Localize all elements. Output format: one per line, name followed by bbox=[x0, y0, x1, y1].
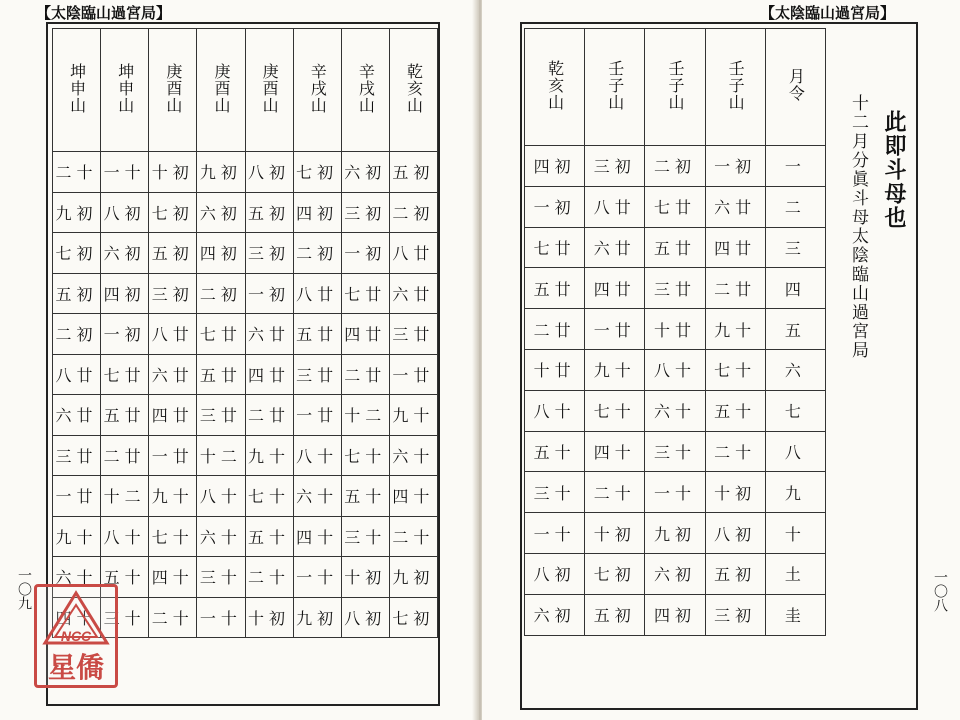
table-cell: 一初 bbox=[525, 186, 585, 227]
table-cell: 八廿 bbox=[389, 233, 437, 274]
table-cell: 六廿 bbox=[585, 227, 645, 268]
table-cell: 四廿 bbox=[245, 354, 293, 395]
table-cell: 九十 bbox=[585, 349, 645, 390]
table-cell: 九十 bbox=[149, 476, 197, 517]
table-cell: 四廿 bbox=[585, 268, 645, 309]
table-cell: 二廿 bbox=[341, 354, 389, 395]
table-cell: 七廿 bbox=[525, 227, 585, 268]
table-cell: 八初 bbox=[525, 553, 585, 594]
right-data-table bbox=[524, 28, 826, 636]
right-page bbox=[482, 0, 960, 720]
table-cell: 二初 bbox=[197, 273, 245, 314]
table-cell: 五初 bbox=[389, 152, 437, 193]
table-cell: 一十 bbox=[293, 557, 341, 598]
table-cell: 五廿 bbox=[645, 227, 705, 268]
table-cell: 一廿 bbox=[149, 435, 197, 476]
table-row bbox=[525, 227, 826, 268]
table-cell: 四十 bbox=[293, 516, 341, 557]
column-header-cell bbox=[341, 29, 389, 152]
table-cell: 三初 bbox=[585, 146, 645, 187]
table-cell: 八十 bbox=[645, 349, 705, 390]
mountain-label: 坤申山 bbox=[115, 62, 135, 114]
table-cell: 七十 bbox=[585, 390, 645, 431]
section-title: 此即斗母也 bbox=[881, 110, 906, 230]
table-cell: 十廿 bbox=[645, 309, 705, 350]
table-cell: 十初 bbox=[705, 472, 765, 513]
column-header-cell bbox=[389, 29, 437, 152]
table-cell: 一初 bbox=[705, 146, 765, 187]
mountain-label: 庚酉山 bbox=[260, 62, 280, 114]
mountain-label: 壬子山 bbox=[726, 59, 746, 111]
svg-text:NCC: NCC bbox=[60, 628, 92, 644]
table-cell: 八十 bbox=[101, 516, 149, 557]
table-cell: 二十 bbox=[149, 597, 197, 638]
right-side-column bbox=[828, 28, 914, 628]
table-row bbox=[525, 349, 826, 390]
table-cell: 一廿 bbox=[585, 309, 645, 350]
table-cell: 九初 bbox=[389, 557, 437, 598]
table-cell: 六十 bbox=[645, 390, 705, 431]
table-cell: 六初 bbox=[525, 594, 585, 635]
table-cell: 十初 bbox=[585, 513, 645, 554]
table-cell: 一初 bbox=[101, 314, 149, 355]
table-cell: 九初 bbox=[645, 513, 705, 554]
mountain-label: 乾亥山 bbox=[404, 62, 424, 114]
left-header-row bbox=[53, 29, 438, 152]
table-cell: 二廿 bbox=[705, 268, 765, 309]
table-row bbox=[525, 268, 826, 309]
table-cell: 三廿 bbox=[293, 354, 341, 395]
table-row bbox=[525, 472, 826, 513]
table-cell: 十二 bbox=[197, 435, 245, 476]
table-cell: 二廿 bbox=[245, 395, 293, 436]
table-cell: 一初 bbox=[245, 273, 293, 314]
month-header-cell bbox=[765, 29, 825, 146]
table-cell: 七十 bbox=[149, 516, 197, 557]
table-cell: 八廿 bbox=[53, 354, 101, 395]
table-cell: 五廿 bbox=[525, 268, 585, 309]
table-cell: 一廿 bbox=[53, 476, 101, 517]
month-cell: 十 bbox=[765, 513, 825, 554]
table-cell: 六十 bbox=[389, 435, 437, 476]
month-cell: 土 bbox=[765, 553, 825, 594]
table-cell: 九十 bbox=[245, 435, 293, 476]
table-cell: 九初 bbox=[197, 152, 245, 193]
mountain-label: 壬子山 bbox=[665, 59, 685, 111]
month-cell: 八 bbox=[765, 431, 825, 472]
seal-graphic bbox=[37, 587, 115, 685]
column-header-cell bbox=[101, 29, 149, 152]
table-cell: 一廿 bbox=[389, 354, 437, 395]
right-page-header: 【太陰臨山過宮局】 bbox=[760, 4, 896, 22]
table-cell: 四十 bbox=[585, 431, 645, 472]
column-header-cell bbox=[585, 29, 645, 146]
table-cell: 五十 bbox=[101, 557, 149, 598]
mountain-label: 庚酉山 bbox=[211, 62, 231, 114]
table-cell: 九十 bbox=[705, 309, 765, 350]
table-row bbox=[53, 395, 438, 436]
table-cell: 四初 bbox=[525, 146, 585, 187]
table-cell: 六廿 bbox=[53, 395, 101, 436]
table-cell: 六廿 bbox=[245, 314, 293, 355]
table-cell: 七初 bbox=[293, 152, 341, 193]
table-cell: 十初 bbox=[245, 597, 293, 638]
column-header-cell bbox=[245, 29, 293, 152]
mountain-label: 庚酉山 bbox=[163, 62, 183, 114]
table-row bbox=[525, 594, 826, 635]
month-cell: 四 bbox=[765, 268, 825, 309]
month-cell: 一 bbox=[765, 146, 825, 187]
left-page-header: 【太陰臨山過宮局】 bbox=[36, 4, 172, 22]
table-cell: 四初 bbox=[197, 233, 245, 274]
table-cell: 三廿 bbox=[197, 395, 245, 436]
table-cell: 三初 bbox=[341, 192, 389, 233]
table-row bbox=[53, 516, 438, 557]
table-cell: 八十 bbox=[293, 435, 341, 476]
table-cell: 九初 bbox=[53, 192, 101, 233]
table-cell: 四十 bbox=[389, 476, 437, 517]
column-header-cell bbox=[149, 29, 197, 152]
table-cell: 五廿 bbox=[293, 314, 341, 355]
table-cell: 四初 bbox=[293, 192, 341, 233]
table-cell: 七十 bbox=[341, 435, 389, 476]
table-cell: 四廿 bbox=[705, 227, 765, 268]
table-cell: 八廿 bbox=[293, 273, 341, 314]
table-cell: 二初 bbox=[293, 233, 341, 274]
column-header-cell bbox=[53, 29, 101, 152]
table-cell: 七十 bbox=[705, 349, 765, 390]
table-cell: 三十 bbox=[645, 431, 705, 472]
table-row bbox=[53, 192, 438, 233]
table-cell: 七初 bbox=[149, 192, 197, 233]
column-header-cell bbox=[645, 29, 705, 146]
table-cell: 五廿 bbox=[197, 354, 245, 395]
table-cell: 七廿 bbox=[197, 314, 245, 355]
table-row bbox=[53, 233, 438, 274]
table-row bbox=[53, 435, 438, 476]
table-row bbox=[525, 431, 826, 472]
table-cell: 四初 bbox=[645, 594, 705, 635]
table-cell: 十二 bbox=[341, 395, 389, 436]
mountain-label: 乾亥山 bbox=[545, 59, 565, 111]
column-header-cell bbox=[525, 29, 585, 146]
table-cell: 九十 bbox=[389, 395, 437, 436]
svg-text:星僑: 星僑 bbox=[47, 651, 105, 684]
table-row bbox=[525, 390, 826, 431]
month-header-label: 月令 bbox=[786, 68, 806, 102]
table-cell: 三十 bbox=[341, 516, 389, 557]
table-cell: 一十 bbox=[197, 597, 245, 638]
table-row bbox=[525, 186, 826, 227]
table-cell: 五初 bbox=[585, 594, 645, 635]
table-cell: 一廿 bbox=[293, 395, 341, 436]
table-cell: 六初 bbox=[645, 553, 705, 594]
table-cell: 五廿 bbox=[101, 395, 149, 436]
table-cell: 一十 bbox=[645, 472, 705, 513]
table-cell: 五初 bbox=[53, 273, 101, 314]
table-cell: 五十 bbox=[245, 516, 293, 557]
table-cell: 二十 bbox=[53, 152, 101, 193]
mountain-label: 辛戌山 bbox=[356, 62, 376, 114]
table-cell: 三廿 bbox=[389, 314, 437, 355]
table-cell: 六十 bbox=[53, 557, 101, 598]
table-cell: 六廿 bbox=[705, 186, 765, 227]
month-cell: 五 bbox=[765, 309, 825, 350]
table-row bbox=[525, 146, 826, 187]
section-description: 十二月分眞斗母太陰臨山過宮局 bbox=[848, 94, 868, 360]
month-cell: 九 bbox=[765, 472, 825, 513]
table-cell: 六十 bbox=[293, 476, 341, 517]
table-cell: 六初 bbox=[197, 192, 245, 233]
table-cell: 四廿 bbox=[341, 314, 389, 355]
left-page-number: 一〇九 bbox=[16, 568, 32, 610]
table-cell: 三十 bbox=[197, 557, 245, 598]
table-cell: 五初 bbox=[149, 233, 197, 274]
table-cell: 七廿 bbox=[101, 354, 149, 395]
table-row bbox=[53, 273, 438, 314]
table-cell: 六十 bbox=[197, 516, 245, 557]
table-cell: 七初 bbox=[389, 597, 437, 638]
month-cell: 二 bbox=[765, 186, 825, 227]
table-cell: 五十 bbox=[705, 390, 765, 431]
table-cell: 八廿 bbox=[149, 314, 197, 355]
column-header-cell bbox=[705, 29, 765, 146]
table-cell: 四初 bbox=[101, 273, 149, 314]
column-header-cell bbox=[197, 29, 245, 152]
table-cell: 三初 bbox=[245, 233, 293, 274]
table-cell: 六初 bbox=[101, 233, 149, 274]
table-cell: 九十 bbox=[53, 516, 101, 557]
table-cell: 一初 bbox=[341, 233, 389, 274]
table-cell: 十初 bbox=[341, 557, 389, 598]
table-cell: 八十 bbox=[197, 476, 245, 517]
table-cell: 八初 bbox=[705, 513, 765, 554]
table-row bbox=[53, 354, 438, 395]
table-cell: 四廿 bbox=[149, 395, 197, 436]
table-cell: 五十 bbox=[525, 431, 585, 472]
table-cell: 八初 bbox=[341, 597, 389, 638]
mountain-label: 壬子山 bbox=[605, 59, 625, 111]
table-cell: 二十 bbox=[585, 472, 645, 513]
table-cell: 二初 bbox=[53, 314, 101, 355]
column-header-cell bbox=[293, 29, 341, 152]
table-cell: 六廿 bbox=[149, 354, 197, 395]
table-row bbox=[53, 314, 438, 355]
table-cell: 六初 bbox=[341, 152, 389, 193]
month-cell: 六 bbox=[765, 349, 825, 390]
table-cell: 八廿 bbox=[585, 186, 645, 227]
table-cell: 二初 bbox=[645, 146, 705, 187]
table-cell: 八初 bbox=[101, 192, 149, 233]
table-cell: 七廿 bbox=[341, 273, 389, 314]
month-cell: 七 bbox=[765, 390, 825, 431]
left-page bbox=[0, 0, 478, 720]
table-cell: 七十 bbox=[245, 476, 293, 517]
table-cell: 五初 bbox=[245, 192, 293, 233]
table-cell: 五初 bbox=[705, 553, 765, 594]
mountain-label: 坤申山 bbox=[67, 62, 87, 114]
table-cell: 一十 bbox=[101, 152, 149, 193]
table-cell: 二十 bbox=[705, 431, 765, 472]
table-cell: 六廿 bbox=[389, 273, 437, 314]
table-cell: 四十 bbox=[149, 557, 197, 598]
right-page-number: 一〇八 bbox=[932, 570, 948, 612]
table-cell: 八初 bbox=[245, 152, 293, 193]
publisher-seal bbox=[34, 584, 118, 688]
table-row bbox=[525, 553, 826, 594]
table-cell: 三十 bbox=[101, 597, 149, 638]
month-cell: 圭 bbox=[765, 594, 825, 635]
table-cell: 九初 bbox=[293, 597, 341, 638]
table-cell: 二十 bbox=[245, 557, 293, 598]
table-cell: 四十 bbox=[53, 597, 101, 638]
right-header-row bbox=[525, 29, 826, 146]
table-cell: 十二 bbox=[101, 476, 149, 517]
table-cell: 二初 bbox=[389, 192, 437, 233]
table-cell: 二廿 bbox=[525, 309, 585, 350]
table-cell: 七初 bbox=[585, 553, 645, 594]
left-data-table bbox=[52, 28, 438, 638]
table-cell: 七廿 bbox=[645, 186, 705, 227]
table-cell: 二十 bbox=[389, 516, 437, 557]
table-row bbox=[53, 476, 438, 517]
table-cell: 二廿 bbox=[101, 435, 149, 476]
table-row bbox=[525, 309, 826, 350]
table-cell: 十廿 bbox=[525, 349, 585, 390]
table-cell: 三初 bbox=[149, 273, 197, 314]
table-cell: 三廿 bbox=[53, 435, 101, 476]
table-cell: 五十 bbox=[341, 476, 389, 517]
table-cell: 八十 bbox=[525, 390, 585, 431]
table-cell: 三初 bbox=[705, 594, 765, 635]
mountain-label: 辛戌山 bbox=[308, 62, 328, 114]
table-cell: 三十 bbox=[525, 472, 585, 513]
table-cell: 三廿 bbox=[645, 268, 705, 309]
month-cell: 三 bbox=[765, 227, 825, 268]
table-cell: 一十 bbox=[525, 513, 585, 554]
table-cell: 七初 bbox=[53, 233, 101, 274]
table-row bbox=[53, 152, 438, 193]
table-cell: 十初 bbox=[149, 152, 197, 193]
table-row bbox=[525, 513, 826, 554]
